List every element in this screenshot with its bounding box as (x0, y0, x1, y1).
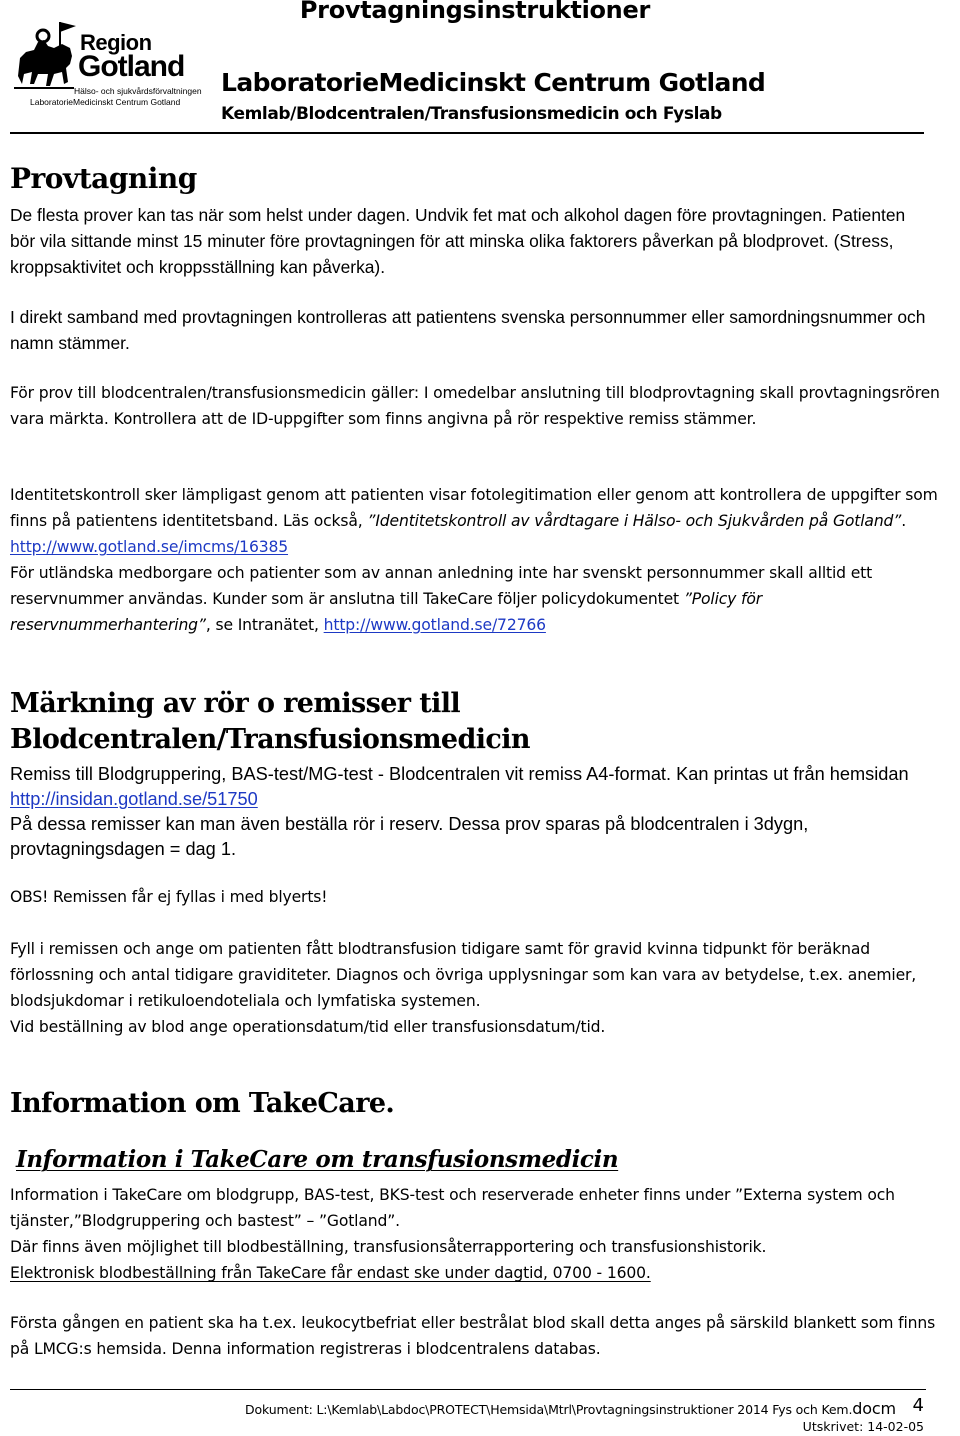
footer-document-path (0, 1399, 896, 1418)
provtagning-paragraph-3: För prov till blodcentralen/transfusionsmedicin gäller: I omedelbar anslutning till blodprovtagning skall provtagningsrören vara märkta. Kontrollera att de ID-uppgifter som finns angivna på rör respektive remiss stämmer. (10, 384, 940, 428)
markning-p2-text: På dessa remisser kan man även beställa rör i reserv. Dessa prov sparas på blodcentralen i 3dygn, provtagningsdagen = dag 1. (10, 814, 809, 859)
printed-date: Utskrivet: 14-02-05 (802, 1419, 924, 1434)
takecare-p3-text: Elektronisk blodbeställning från TakeCare får endast ske under dagtid, 0700 - 1600. (10, 1264, 651, 1282)
header-divider (10, 132, 924, 134)
link-reservnummer-policy[interactable]: http://www.gotland.se/72766 (323, 616, 546, 634)
department-name: Kemlab/Blodcentralen/Transfusionsmedicin och Fyslab (221, 104, 722, 124)
subheading-takecare-transfusion: Information i TakeCare om transfusionsmedicin (16, 1146, 619, 1173)
p4-text: Identitetskontroll sker lämpligast genom att patienten visar fotolegitimation eller genom att kontrollera de uppgifter som finns på patientens identitetsband. Läs också, (10, 486, 938, 530)
lab-name: LaboratorieMedicinskt Centrum Gotland (221, 68, 766, 97)
markning-paragraph-3 (10, 936, 945, 1040)
takecare-paragraph-1 (10, 1182, 945, 1286)
document-title: Provtagningsinstruktioner (299, 0, 650, 24)
page-number: 4 (912, 1395, 924, 1416)
footer-doc-ext: docm (852, 1399, 896, 1418)
logo-region-text: Region (80, 30, 152, 55)
markning-p1-text: Remiss till Blodgruppering, BAS-test/MG-test - Blodcentralen vit remiss A4-format. Kan printas ut från hemsidan (10, 764, 909, 784)
p5-text: För utländska medborgare och patienter som av annan anledning inte har svenskt personnummer skall alltid ett reservnummer användas. Kunder som är anslutna till TakeCare följer policydokumentet (10, 564, 873, 608)
logo-gotland-text: Gotland (78, 50, 185, 83)
markning-p4-text: Vid beställning av blod ange operationsdatum/tid eller transfusionsdatum/tid. (10, 1018, 606, 1036)
p5-separator: , se Intranätet, (205, 616, 324, 634)
p4-separator: . (901, 512, 907, 530)
p5-policy-title: ”Policy för reservnummerhantering” (10, 590, 763, 634)
logo-sub2: LaboratorieMedicinskt Centrum Gotland (30, 97, 181, 107)
markning-paragraph-1 (10, 762, 935, 862)
heading-provtagning: Provtagning (10, 162, 197, 195)
provtagning-paragraph-1: De flesta prover kan tas när som helst under dagen. Undvik fet mat och alkohol dagen före provtagningen. Patienten bör vila sittande minst 15 minuter före provtagningen för att minska olika faktorers påverkan på blodprovet. (Stress, kroppsaktivitet och kroppsställning kan påverka). (10, 205, 906, 277)
markning-p3-text: Fyll i remissen och ange om patienten fått blodtransfusion tidigare samt för gravid kvinna tidpunkt för beräknad förlossning och antal tidigare graviditeter. Diagnos och övriga upplysningar som kan vara av betydelse, t.ex. anemier, blodsjukdomar i retikuloendoteliala och lymfatiska systemen. (10, 940, 917, 1010)
p4-doc-title: ”Identitetskontroll av vårdtagare i Hälso- och Sjukvården på Gotland” (367, 512, 902, 530)
heading-takecare: Information om TakeCare. (10, 1088, 395, 1119)
footer-doc-prefix: Dokument: L:\Kemlab\Labdoc\PROTECT\Hemsida\Mtrl\Provtagningsinstruktioner 2014 Fys och Kem. (245, 1402, 853, 1417)
link-remiss-hemsida[interactable]: http://insidan.gotland.se/51750 (10, 789, 258, 809)
region-gotland-logo (14, 18, 202, 110)
link-identitetskontroll[interactable]: http://www.gotland.se/imcms/16385 (10, 538, 289, 556)
takecare-p1-text: Information i TakeCare om blodgrupp, BAS-test, BKS-test och reserverade enheter finns under ”Externa system och tjänster,”Blodgruppering och bastest” – ”Gotland”. (10, 1186, 895, 1230)
provtagning-paragraph-2: I direkt samband med provtagningen kontrolleras att patientens svenska personnummer eller samordningsnummer och namn stämmer. (10, 307, 926, 353)
takecare-paragraph-4: Första gången en patient ska ha t.ex. leukocytbefriat eller bestrålat blod skall detta anges på särskild blankett som finns på LMCG:s hemsida. Denna information registreras i blodcentralens databas. (10, 1314, 936, 1358)
markning-obs: OBS! Remissen får ej fyllas i med blyerts! (10, 888, 328, 906)
heading-markning: Märkning av rör o remisser till Blodcentralen/Transfusionsmedicin (10, 688, 530, 755)
logo-sub1: Hälso- och sjukvårdsförvaltningen (74, 86, 202, 96)
provtagning-paragraph-4 (10, 482, 945, 638)
takecare-p2-text: Där finns även möjlighet till blodbeställning, transfusionsåterrapportering och transfusionshistorik. (10, 1238, 767, 1256)
footer-divider (10, 1389, 926, 1390)
